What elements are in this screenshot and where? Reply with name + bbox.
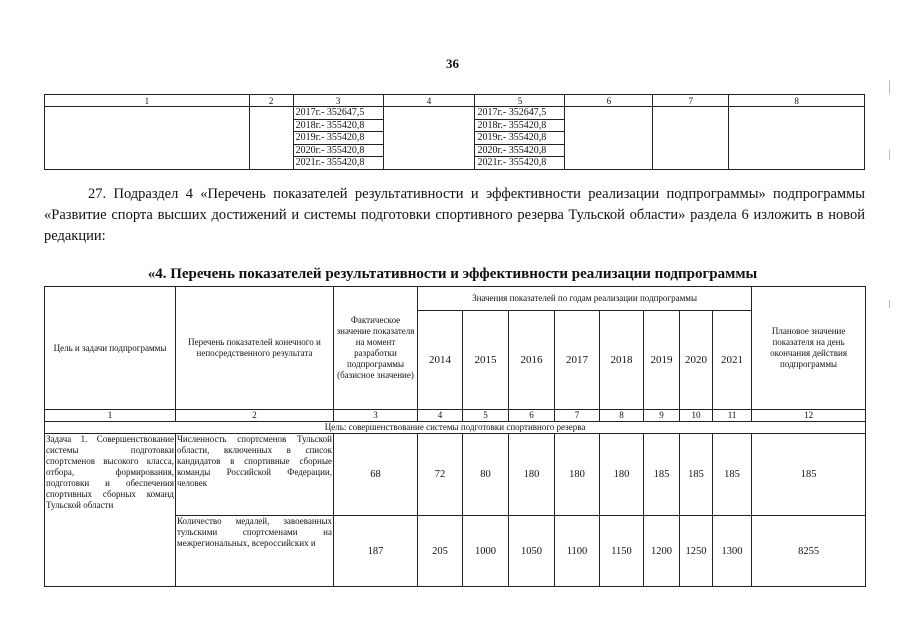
col-number: 2 [176, 410, 334, 422]
scan-margin-mark [889, 80, 890, 94]
header-actual-value: Фактическое значение показателя на момент разработки подпрограммы (базисное значение) [334, 287, 418, 410]
year-value: 1300 [713, 516, 752, 587]
year-value: 1250 [680, 516, 713, 587]
col-number: 11 [713, 410, 752, 422]
funding-line: 2019г.- 355420,8 [475, 132, 564, 145]
header-row [45, 287, 866, 311]
col-number: 4 [383, 95, 475, 107]
table-cell [383, 107, 475, 170]
col-number: 1 [45, 410, 176, 422]
goal-row [45, 422, 866, 434]
header-year: 2019 [644, 311, 680, 410]
table-cell [729, 107, 865, 170]
col-number: 12 [752, 410, 866, 422]
col-number: 7 [555, 410, 600, 422]
base-value: 187 [334, 516, 418, 587]
scan-margin-mark [889, 150, 890, 160]
continued-table-header-row [45, 95, 865, 107]
col-number: 6 [565, 95, 653, 107]
scan-margin-mark [889, 300, 890, 308]
header-year: 2014 [418, 311, 463, 410]
year-value: 205 [418, 516, 463, 587]
col-number: 3 [293, 95, 383, 107]
table-row [45, 434, 866, 516]
year-value: 185 [680, 434, 713, 516]
year-value: 80 [463, 434, 509, 516]
table-cell [653, 107, 729, 170]
col-number: 1 [45, 95, 250, 107]
year-value: 1150 [600, 516, 644, 587]
indicator-cell: Численность спортсменов Тульской области, включенных в список кандидатов в спортивные сборные команды Российской Федерации, человек [176, 434, 334, 516]
year-value: 1100 [555, 516, 600, 587]
header-planned-value: Плановое значение показателя на день окончания действия подпрограммы [752, 287, 866, 410]
header-goal: Цель и задачи подпрограммы [45, 287, 176, 410]
col-number: 6 [509, 410, 555, 422]
goal-text: Цель: совершенствование системы подготовки спортивного резерва [45, 422, 866, 434]
funding-line: 2020г.- 355420,8 [294, 145, 383, 158]
col-number: 4 [418, 410, 463, 422]
funding-line: 2021г.- 355420,8 [295, 157, 365, 168]
continued-table [44, 94, 865, 170]
header-year: 2016 [509, 311, 555, 410]
year-value: 1000 [463, 516, 509, 587]
indicators-table [44, 286, 866, 587]
funding-line: 2021г.- 355420,8 [477, 157, 547, 168]
year-value: 180 [555, 434, 600, 516]
year-value: 185 [644, 434, 680, 516]
funding-line: 2019г.- 355420,8 [294, 132, 383, 145]
header-indicator-list: Перечень показателей конечного и непосредственного результата [176, 287, 334, 410]
page-number: 36 [446, 56, 459, 71]
year-value: 1200 [644, 516, 680, 587]
header-year: 2021 [713, 311, 752, 410]
col-number: 3 [334, 410, 418, 422]
funding-line: 2017г.- 352647,5 [475, 107, 564, 120]
base-value: 68 [334, 434, 418, 516]
header-years-group: Значения показателей по годам реализации подпрограммы [418, 287, 752, 311]
header-year: 2017 [555, 311, 600, 410]
funding-line: 2018г.- 355420,8 [475, 120, 564, 133]
planned-value: 8255 [752, 516, 866, 587]
funding-line: 2017г.- 352647,5 [294, 107, 383, 120]
year-value: 72 [418, 434, 463, 516]
amendment-paragraph: 27. Подраздел 4 «Перечень показателей результативности и эффективности реализации подпрограммы» подпрограммы «Развитие спорта высших достижений и системы подготовки спортивного резерва Тульской области» раздела 6 изложить в новой редакции: [44, 186, 865, 244]
header-year: 2015 [463, 311, 509, 410]
funding-line: 2020г.- 355420,8 [475, 145, 564, 158]
planned-value: 185 [752, 434, 866, 516]
table-cell [565, 107, 653, 170]
header-year: 2018 [600, 311, 644, 410]
funding-line: 2018г.- 355420,8 [294, 120, 383, 133]
year-value: 180 [509, 434, 555, 516]
col-number: 8 [729, 95, 865, 107]
col-number: 9 [644, 410, 680, 422]
column-numbers-row [45, 410, 866, 422]
continued-table-row [45, 107, 865, 170]
indicator-cell: Количество медалей, завоеванных тульскими спортсменами на межрегиональных, всероссийских и [176, 516, 334, 587]
section-title: «4. Перечень показателей результативности и эффективности реализации подпрограммы [147, 266, 758, 282]
table-cell [249, 107, 293, 170]
col-number: 7 [653, 95, 729, 107]
col-number: 5 [463, 410, 509, 422]
task-cell: Задача 1. Совершенствование системы подготовки спортсменов высокого класса, отбора, формирования, подготовки и обеспечения спортивных сборных команд Тульской области [45, 434, 176, 587]
year-value: 1050 [509, 516, 555, 587]
funding-cell [475, 107, 565, 170]
col-number: 10 [680, 410, 713, 422]
funding-cell [293, 107, 383, 170]
header-year: 2020 [680, 311, 713, 410]
year-value: 180 [600, 434, 644, 516]
col-number: 2 [249, 95, 293, 107]
col-number: 5 [475, 95, 565, 107]
year-value: 185 [713, 434, 752, 516]
table-cell [45, 107, 250, 170]
col-number: 8 [600, 410, 644, 422]
